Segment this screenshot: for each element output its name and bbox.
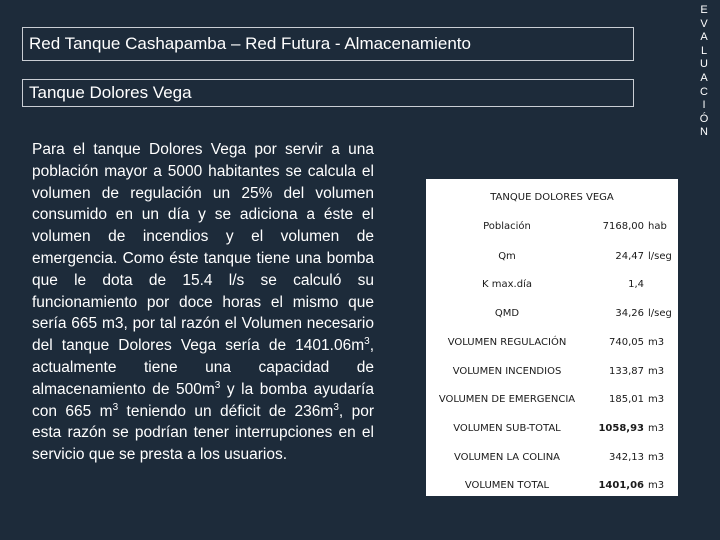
row-label: VOLUMEN TOTAL [464, 479, 550, 491]
row-value: 1,4 [628, 278, 644, 290]
side-letter: V [700, 17, 708, 30]
row-value: 342,13 [609, 451, 644, 463]
paragraph-text: teniendo un déficit de 236m [118, 402, 334, 420]
superscript: 3 [364, 336, 370, 348]
row-value: 24,47 [615, 250, 644, 262]
row-unit: hab [648, 220, 667, 232]
table-row [426, 391, 678, 407]
row-unit: l/seg [648, 250, 672, 262]
table-row [426, 449, 678, 465]
row-unit: m3 [648, 365, 665, 377]
row-unit: m3 [648, 336, 665, 348]
table-row [426, 334, 678, 350]
side-letter: C [700, 85, 708, 98]
row-unit: l/seg [648, 307, 672, 319]
superscript: 3 [333, 401, 339, 413]
row-value: 740,05 [609, 336, 644, 348]
row-unit: m3 [648, 479, 665, 491]
side-letter: E [700, 4, 708, 16]
row-value: 1401,06 [598, 479, 644, 491]
superscript: 3 [214, 379, 221, 391]
row-label: Población [483, 220, 531, 232]
row-label: QMD [494, 307, 520, 319]
side-letter: Ó [699, 112, 709, 125]
superscript: 3 [112, 401, 119, 413]
row-unit: m3 [648, 422, 665, 434]
side-letter: N [700, 126, 708, 139]
row-unit: m3 [648, 393, 665, 405]
table-row [426, 248, 678, 264]
paragraph-text: , actualmente tiene una capacidad de almacenamiento de 500m [32, 337, 374, 398]
row-label: Qm [498, 250, 516, 262]
row-label: VOLUMEN SUB-TOTAL [453, 422, 561, 434]
description-paragraph [32, 139, 374, 466]
paragraph-text: , por esta razón se podrían tener interrupciones en el servicio que se presta a los usuarios. [32, 402, 374, 464]
side-letter: U [700, 58, 708, 71]
slide-subtitle [22, 79, 634, 107]
slide-title-text: Red Tanque Cashapamba – Red Futura - Almacenamiento [29, 34, 471, 53]
side-letter: I [702, 99, 706, 112]
side-letter: A [700, 31, 708, 44]
volume-table [426, 179, 678, 496]
row-value: 7168,00 [602, 220, 644, 232]
row-label: VOLUMEN REGULACIÓN [447, 336, 567, 348]
vertical-side-label [697, 4, 711, 140]
table-title: TANQUE DOLORES VEGA [490, 192, 614, 203]
table-row [426, 276, 678, 292]
row-value: 1058,93 [598, 422, 644, 434]
row-label: VOLUMEN INCENDIOS [452, 365, 562, 377]
table-row [426, 218, 678, 234]
paragraph-text: y la bomba ayudaría con 665 m [32, 380, 374, 420]
slide-subtitle-text: Tanque Dolores Vega [29, 83, 192, 102]
row-value: 34,26 [615, 307, 644, 319]
row-value: 133,87 [609, 365, 644, 377]
row-label: VOLUMEN DE EMERGENCIA [438, 393, 576, 405]
slide-title [22, 27, 634, 61]
table-row [426, 477, 678, 493]
table-row [426, 420, 678, 436]
table-row [426, 305, 678, 321]
row-unit: m3 [648, 451, 665, 463]
row-value: 185,01 [609, 393, 644, 405]
row-label: K max.día [482, 278, 532, 290]
side-letter: L [700, 44, 708, 57]
paragraph-text: Para el tanque Dolores Vega por servir a una población mayor a 5000 habitantes se calcula el volumen de regulación un 25% del volumen consumido en un día y se adiciona a éste el volumen de incendios y el volumen de emergencia. Como éste tanque tiene una bomba que le dota de 15.4 l/s se calculó su funcionamiento por doce horas el mismo que sería 665 m3, por tal razón el Volumen necesario del tanque Dolores Vega sería de 1401.06m [32, 141, 374, 355]
table-row [426, 363, 678, 379]
row-label: VOLUMEN LA COLINA [453, 451, 561, 463]
side-letter: A [700, 71, 708, 84]
